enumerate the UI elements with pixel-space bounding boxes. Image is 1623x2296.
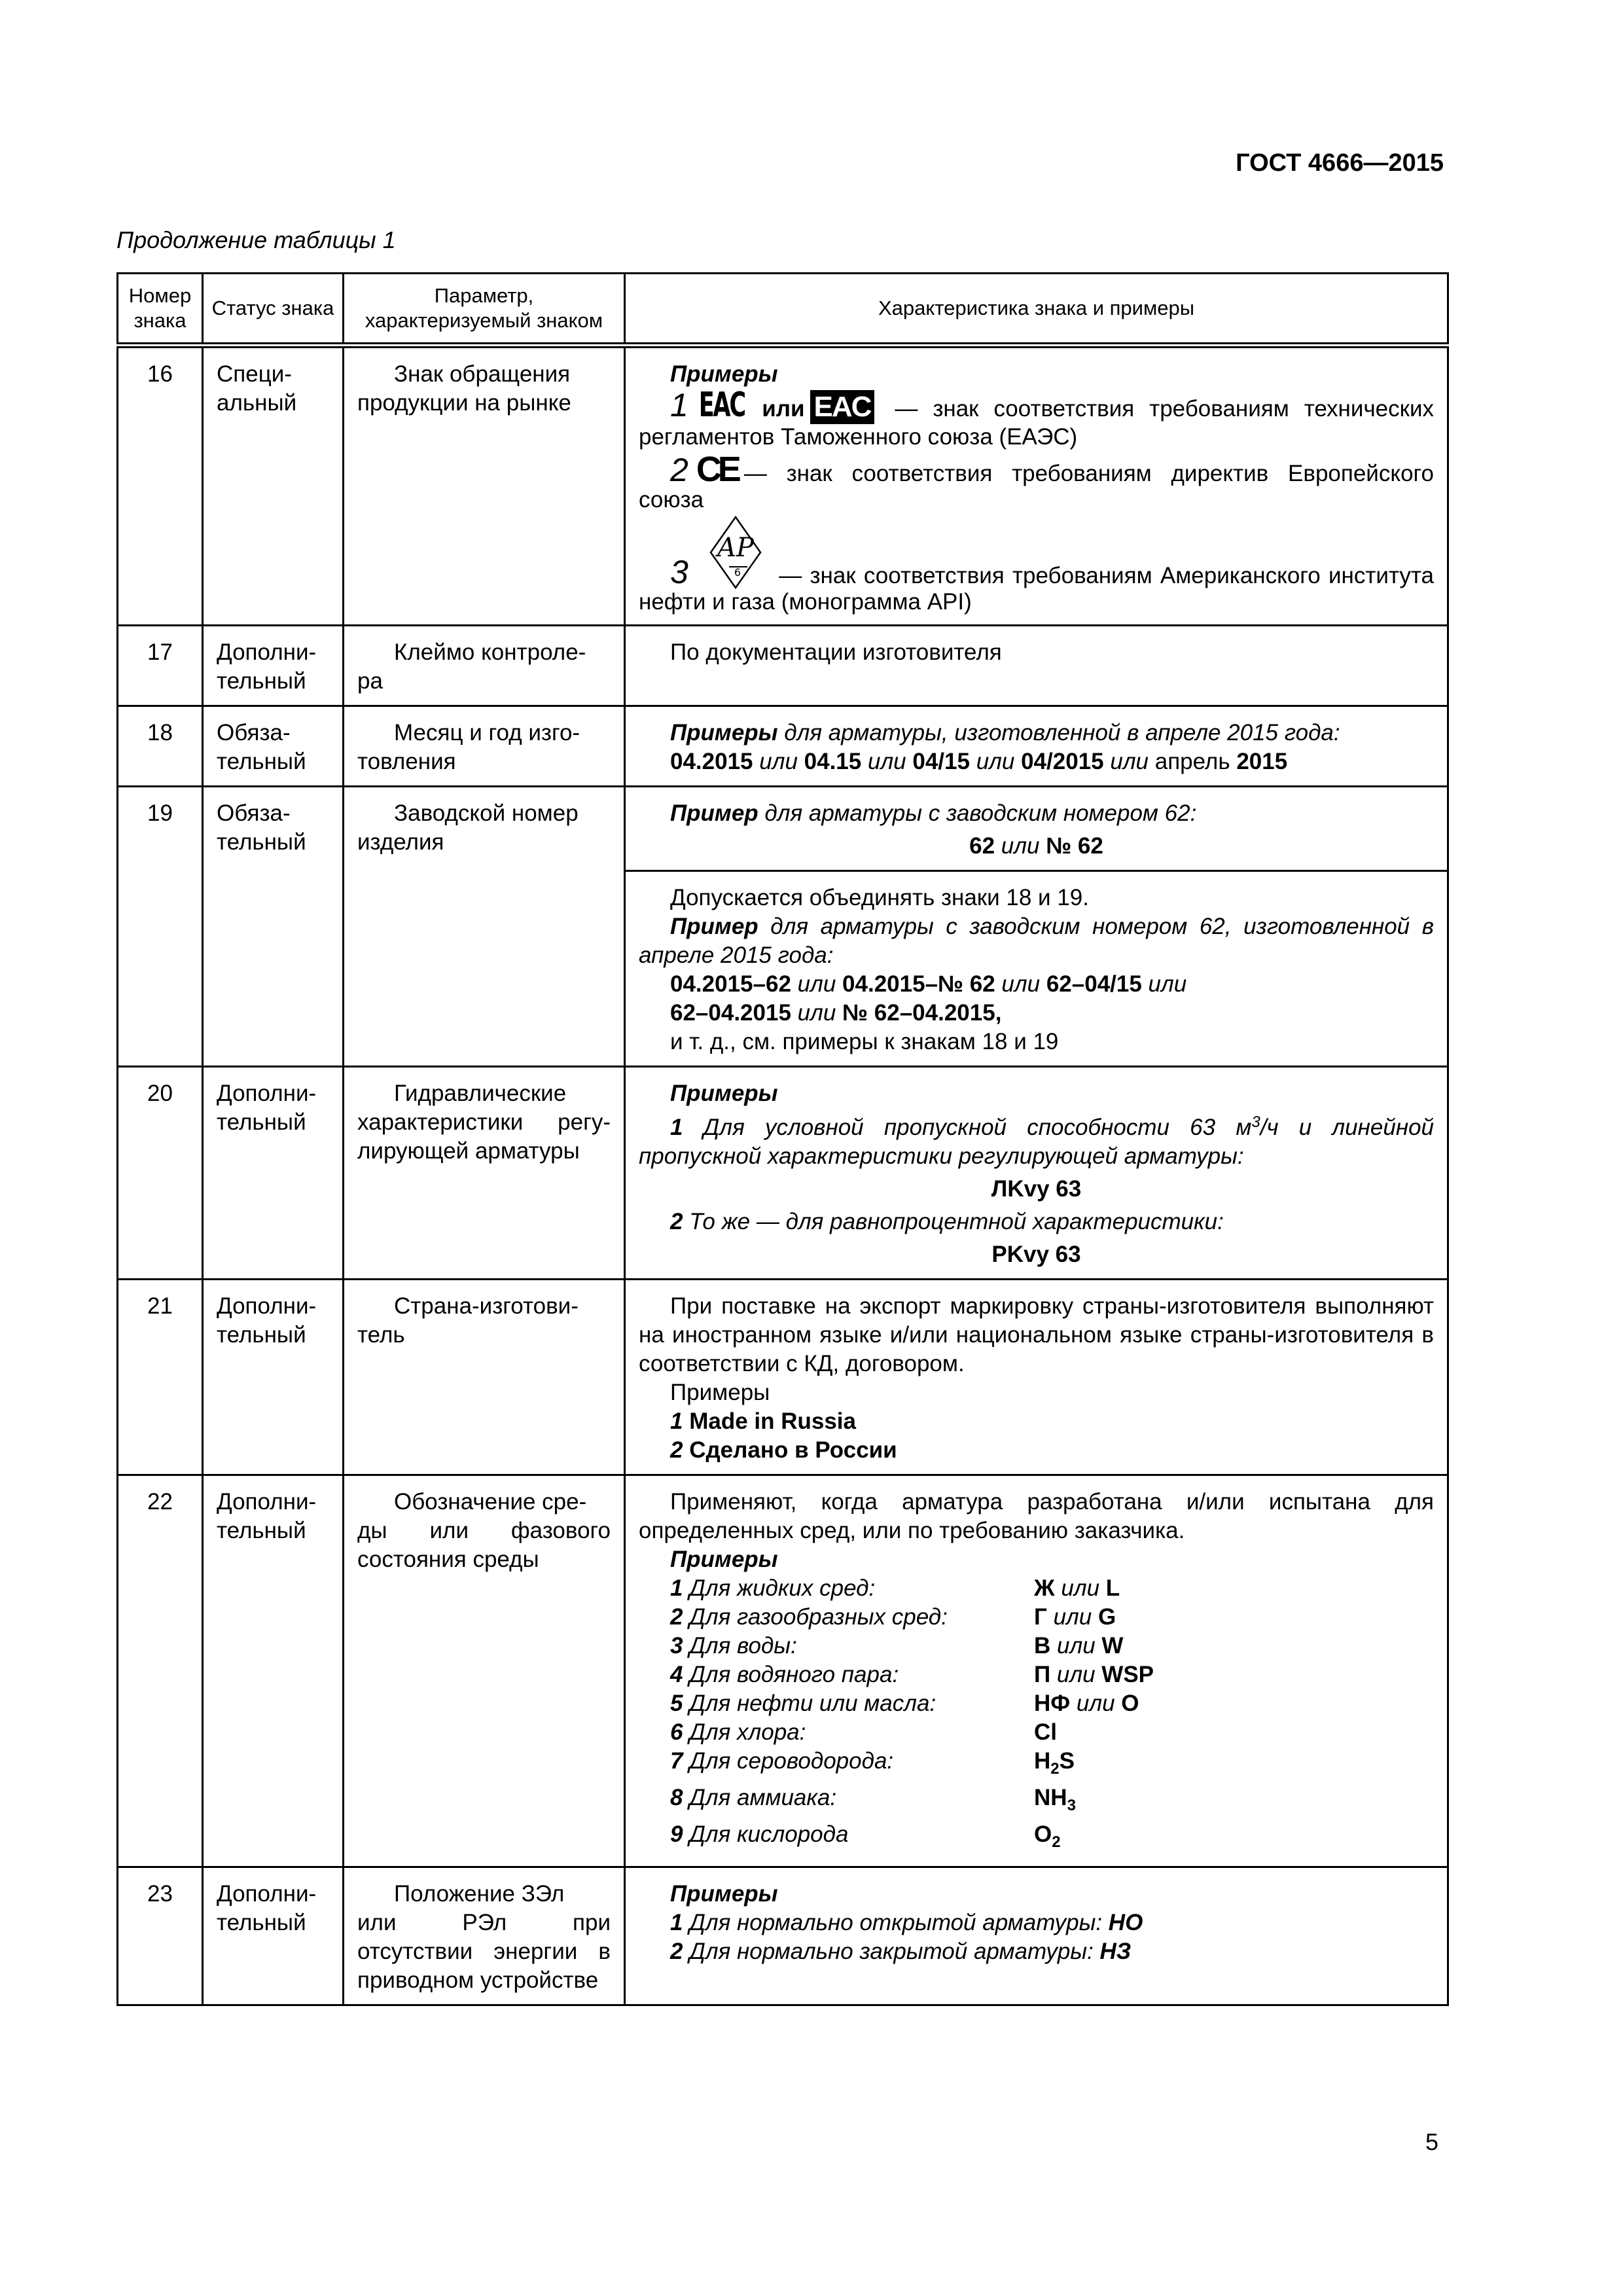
row-number: 17 [118, 626, 203, 706]
row-characteristic [625, 871, 1448, 1067]
table-row [118, 1867, 1448, 2005]
row-status: Обяза-тельный [203, 706, 344, 787]
list-item: 1 Для жидких сред: Ж или L [670, 1575, 1120, 1601]
list-item: 9 Для кислорода $O_2$ [670, 1821, 1061, 1851]
param-line: Гидравлические [394, 1081, 567, 1106]
param-line: Обозначение сре- [394, 1489, 587, 1515]
row-number: 23 [118, 1867, 203, 2005]
document-code: ГОСТ 4666—2015 [1236, 149, 1444, 177]
example-value: PKvy 63 [991, 1242, 1081, 1267]
svg-text:AP: AP [717, 533, 754, 563]
row-parameter [344, 1280, 625, 1475]
param-line: характеристики регу-лирующей арматуры [357, 1109, 611, 1164]
description-text: Применяют, когда арматура разработана и/или испытана для определенных сред, или по требованию заказчика. [639, 1489, 1434, 1543]
example-1: 1 Для нормально открытой арматуры: НО [670, 1910, 1143, 1935]
example-1: 1 Made in Russia [670, 1408, 856, 1434]
row-number: 18 [118, 706, 203, 787]
param-line: Заводской номер [394, 800, 579, 826]
eac-mark-inverse-icon: EAC [810, 390, 875, 424]
row-characteristic [625, 1067, 1448, 1280]
table-row [118, 346, 1448, 626]
table-header-row [118, 274, 1448, 346]
param-line: изделия [357, 829, 444, 855]
param-line: Страна-изготови- [394, 1293, 579, 1319]
example-2 [639, 450, 1434, 513]
eac-mark-icon: EAC [698, 386, 745, 425]
description-text: и т. д., см. примеры к знакам 18 и 19 [670, 1029, 1059, 1054]
example-text: — знак соответствия требованиям технических регламентов Таможенного союза (ЕАЭС) [639, 396, 1435, 450]
example-text: — знак соответствия требованиям Американского института нефти и газа (монограмма API) [639, 563, 1434, 615]
param-line: ра [357, 668, 383, 694]
page-number: 5 [1425, 2128, 1438, 2155]
example-1: 1 Для условной пропускной способности 63 $м^3/ч$ и линейной пропускной характеристики регулирующей арматуры: [639, 1113, 1435, 1169]
row-status: Дополни-тельный [203, 626, 344, 706]
examples-label: Примеры [670, 1380, 770, 1405]
row-number: 16 [118, 346, 203, 626]
example-number: 1 [670, 387, 688, 423]
marking-table [116, 272, 1449, 2006]
example-intro: Пример для арматуры с заводским номером 62, изготовленной в апреле 2015 года: [639, 914, 1434, 968]
param-line: или РЭл при отсутствии энергии в приводном устройстве [357, 1910, 611, 1993]
row-status: Дополни-тельный [203, 1475, 344, 1867]
example-values: 62 или № 62 [969, 833, 1103, 859]
example-1 [639, 386, 1435, 450]
row-characteristic [625, 1867, 1448, 2005]
row-parameter [344, 1475, 625, 1867]
row-characteristic [625, 1475, 1448, 1867]
row-parameter [344, 626, 625, 706]
list-item: 8 Для аммиака: $NH_3$ [670, 1785, 1076, 1814]
row-parameter [344, 346, 625, 626]
example-3 [639, 516, 1434, 615]
examples-label: Примеры [670, 1547, 778, 1572]
svg-text:6: 6 [734, 566, 741, 579]
example-text: — знак соответствия требованиям директив Европейского союза [639, 461, 1434, 512]
description-text: По документации изготовителя [670, 639, 1002, 665]
list-item: 7 Для сероводорода: $H_2S$ [670, 1748, 1075, 1778]
or-word: или [762, 396, 805, 422]
table-row [118, 626, 1448, 706]
example-values: 04.2015–62 или 04.2015–№ 62 или 62–04/15 или [670, 971, 1187, 997]
list-item: 5 Для нефти или масла: НФ или O [670, 1691, 1139, 1716]
row-parameter [344, 787, 625, 1067]
table-caption: Продолжение таблицы 1 [116, 226, 396, 253]
list-item: 6 Для хлора: Cl [670, 1719, 1057, 1745]
row-status: Дополни-тельный [203, 1867, 344, 2005]
row-number: 19 [118, 787, 203, 1067]
row-number: 22 [118, 1475, 203, 1867]
table-row [118, 1067, 1448, 1280]
row-parameter [344, 1067, 625, 1280]
row-status: Дополни-тельный [203, 1280, 344, 1475]
param-line: Клеймо контроле- [394, 639, 586, 665]
table-row [118, 706, 1448, 787]
param-line: тель [357, 1322, 405, 1348]
header-number: Номер знака [118, 274, 203, 346]
row-characteristic [625, 787, 1448, 871]
api-monogram-icon [709, 516, 762, 589]
row-status: Дополни-тельный [203, 1067, 344, 1280]
list-item: 2 Для газообразных сред: Г или G [670, 1604, 1116, 1630]
table-row [118, 1280, 1448, 1475]
row-characteristic [625, 626, 1448, 706]
example-number: 3 [670, 554, 688, 590]
example-value: ЛKvy 63 [991, 1176, 1082, 1202]
row-characteristic [625, 346, 1448, 626]
header-characteristic: Характеристика знака и примеры [625, 274, 1448, 346]
example-values: 62–04.2015 или № 62–04.2015, [670, 1000, 1002, 1026]
media-list [639, 1574, 1434, 1857]
table-row [118, 1475, 1448, 1867]
description-text: Допускается объединять знаки 18 и 19. [670, 885, 1089, 910]
example-number: 2 [670, 452, 688, 488]
list-item: 4 Для водяного пара: П или WSP [670, 1662, 1154, 1687]
example-intro: Пример для арматуры с заводским номером 62: [670, 800, 1197, 826]
example-2: 2 Для нормально закрытой арматуры: НЗ [670, 1939, 1132, 1964]
row-status: Специ-альный [203, 346, 344, 626]
example-values: 04.2015 или 04.15 или 04/15 или 04/2015 или апрель 2015 [670, 749, 1288, 774]
param-line: Знак обращения [394, 361, 571, 387]
row-status: Обяза-тельный [203, 787, 344, 1067]
param-line: Положение ЗЭл [394, 1881, 565, 1907]
param-line: Месяц и год изго- [394, 720, 580, 745]
header-status: Статус знака [203, 274, 344, 346]
param-line: ды или фазового состояния среды [357, 1518, 611, 1572]
example-2: 2 То же — для равнопроцентной характеристики: [670, 1209, 1224, 1234]
list-item: 3 Для воды: В или W [670, 1633, 1124, 1659]
row-parameter [344, 1867, 625, 2005]
examples-label: Примеры [670, 1081, 778, 1106]
row-characteristic [625, 1280, 1448, 1475]
example-2: 2 Сделано в России [670, 1437, 897, 1463]
table-row [118, 787, 1448, 871]
param-line: продукции на рынке [357, 390, 571, 416]
ce-mark-icon: CE [696, 450, 738, 489]
row-number: 20 [118, 1067, 203, 1280]
header-parameter: Параметр, характеризуемый знаком [344, 274, 625, 346]
param-line: товления [357, 749, 456, 774]
example-intro: Примеры для арматуры, изготовленной в апреле 2015 года: [670, 720, 1340, 745]
row-parameter [344, 706, 625, 787]
examples-label: Примеры [670, 1881, 778, 1907]
row-number: 21 [118, 1280, 203, 1475]
description-text: При поставке на экспорт маркировку страны-изготовителя выполняют на иностранном языке и/или национальном языке страны-изготовителя в соответствии с КД, договором. [639, 1293, 1434, 1376]
row-characteristic [625, 706, 1448, 787]
examples-label: Примеры [670, 361, 778, 387]
